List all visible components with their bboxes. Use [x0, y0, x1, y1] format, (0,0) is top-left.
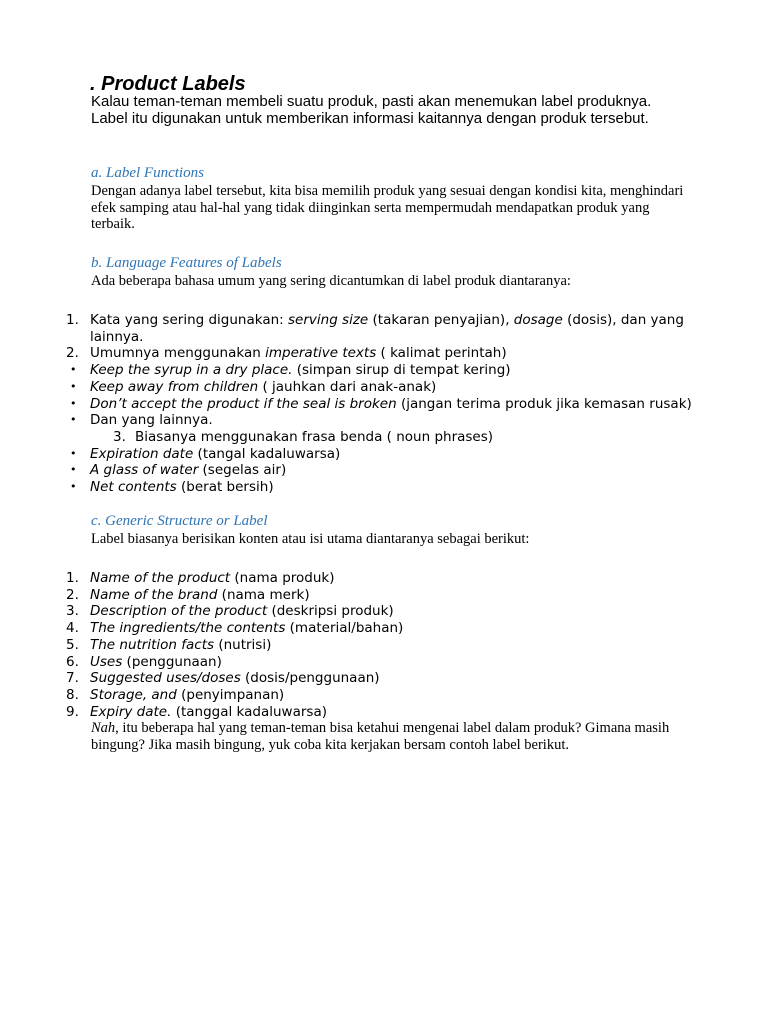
- item-italic: Expiry date.: [90, 703, 172, 720]
- intro-paragraph: Kalau teman-teman membeli suatu produk, pasti akan menemukan label produknya. Label itu digunakan untuk memberikan informasi kaitannya dengan produk tersebut.: [91, 93, 652, 127]
- list-item: [0, 312, 700, 345]
- item-italic: serving size: [288, 312, 369, 328]
- item-text: Dan yang lainnya.: [90, 412, 213, 429]
- list-item: [0, 362, 700, 379]
- list-item: [0, 479, 700, 496]
- item-text: (material/bahan): [285, 620, 404, 637]
- item-italic: dosage: [513, 312, 563, 328]
- list-marker: 7.: [66, 670, 79, 687]
- item-italic: Description of the product: [90, 603, 268, 620]
- list-item: [0, 412, 700, 429]
- list-item: [0, 587, 700, 604]
- page-title: . Product Labels: [90, 73, 246, 95]
- item-italic: A glass of water: [90, 462, 199, 479]
- item-text: (penyimpanan): [176, 686, 285, 703]
- bullet-icon: •: [70, 363, 77, 377]
- item-text: (tangal kadaluwarsa): [193, 445, 341, 462]
- item-italic: Name of the brand: [90, 586, 218, 603]
- list-item: [0, 446, 700, 463]
- list-marker: 2.: [66, 586, 79, 603]
- closing-italic: Nah: [91, 720, 116, 736]
- item-text: (nama produk): [230, 570, 335, 586]
- item-text: ( kalimat perintah): [376, 345, 507, 362]
- item-text: (segelas air): [198, 462, 287, 479]
- list-item: [0, 670, 700, 687]
- item-text: (nutrisi): [214, 636, 272, 653]
- section-c-text: Label biasanya berisikan konten atau isi utama diantaranya sebagai berikut:: [91, 531, 530, 547]
- list-item: [0, 396, 700, 413]
- section-a-heading: a. Label Functions: [91, 165, 204, 181]
- list-marker: 2.: [66, 345, 79, 362]
- list-item: [0, 429, 700, 446]
- list-item: [0, 462, 700, 479]
- list-marker: 4.: [66, 620, 79, 637]
- item-italic: Suggested uses/doses: [90, 670, 241, 687]
- item-text: (simpan sirup di tempat kering): [292, 362, 511, 379]
- bullet-icon: •: [70, 379, 77, 393]
- bullet-icon: •: [70, 396, 77, 410]
- item-text: (penggunaan): [122, 653, 222, 670]
- list-marker: 9.: [66, 703, 79, 720]
- list-marker: 5.: [66, 636, 79, 653]
- item-text: (tanggal kadaluwarsa): [171, 703, 327, 720]
- list-item: [0, 637, 700, 654]
- language-features-list: [0, 312, 700, 496]
- list-marker: 3.: [66, 603, 79, 620]
- closing-text: , itu beberapa hal yang teman-teman bisa ketahui mengenai label dalam produk? Gimana masih bingung? Jika masih bingung, yuk coba kita kerjakan bersam contoh label berikut.: [91, 720, 670, 753]
- item-italic: The nutrition facts: [90, 636, 215, 653]
- list-marker: 1.: [66, 312, 79, 328]
- item-text: (berat bersih): [176, 479, 274, 496]
- list-item: [0, 654, 700, 671]
- item-italic: Net contents: [90, 479, 177, 496]
- section-a-text: Dengan adanya label tersebut, kita bisa memilih produk yang sesuai dengan kondisi kita, menghindari efek samping atau hal-hal yang tidak diinginkan serta mempermudah mendapatkan produk yang terbaik.: [91, 183, 684, 232]
- item-text: (jangan terima produk jika kemasan rusak): [396, 395, 692, 412]
- list-marker: 1.: [66, 570, 79, 586]
- item-text: Biasanya menggunakan frasa benda ( noun phrases): [135, 428, 494, 445]
- item-text: (nama merk): [217, 586, 310, 603]
- bullet-icon: •: [70, 463, 77, 477]
- item-italic: Keep away from children: [90, 378, 259, 395]
- item-italic: Name of the product: [90, 570, 231, 586]
- item-text: Kata yang sering digunakan:: [90, 312, 289, 328]
- item-italic: Don’t accept the product if the seal is broken: [90, 395, 397, 412]
- item-italic: Uses: [90, 653, 123, 670]
- item-text: ( jauhkan dari anak-anak): [258, 378, 437, 395]
- item-text: (dosis/penggunaan): [240, 670, 380, 687]
- item-italic: The ingredients/the contents: [90, 620, 286, 637]
- item-italic: Expiration date: [90, 445, 194, 462]
- section-b-heading: b. Language Features of Labels: [91, 255, 282, 271]
- list-item: [0, 345, 700, 362]
- item-text: (takaran penyajian),: [368, 312, 514, 328]
- list-item: [0, 704, 700, 721]
- generic-structure-list: [0, 570, 700, 720]
- list-item: [0, 620, 700, 637]
- item-italic: Keep the syrup in a dry place.: [90, 362, 293, 379]
- bullet-icon: •: [70, 446, 77, 460]
- list-item: [0, 687, 700, 704]
- list-item: [0, 379, 700, 396]
- item-italic: Storage, and: [90, 686, 177, 703]
- list-item: [0, 570, 700, 587]
- bullet-icon: •: [70, 480, 77, 494]
- bullet-icon: •: [70, 413, 77, 427]
- section-b-text: Ada beberapa bahasa umum yang sering dicantumkan di label produk diantaranya:: [91, 273, 571, 289]
- list-marker: 3.: [113, 428, 126, 445]
- list-marker: 6.: [66, 653, 79, 670]
- item-text: Umumnya menggunakan: [90, 345, 266, 362]
- list-item: [0, 603, 700, 620]
- item-text: (deskripsi produk): [267, 603, 394, 620]
- list-marker: 8.: [66, 686, 79, 703]
- item-italic: imperative texts: [265, 345, 377, 362]
- closing-paragraph: [91, 720, 691, 753]
- item-text: (dosis), dan yang lainnya.: [90, 312, 684, 345]
- section-c-heading: c. Generic Structure or Label: [91, 513, 268, 529]
